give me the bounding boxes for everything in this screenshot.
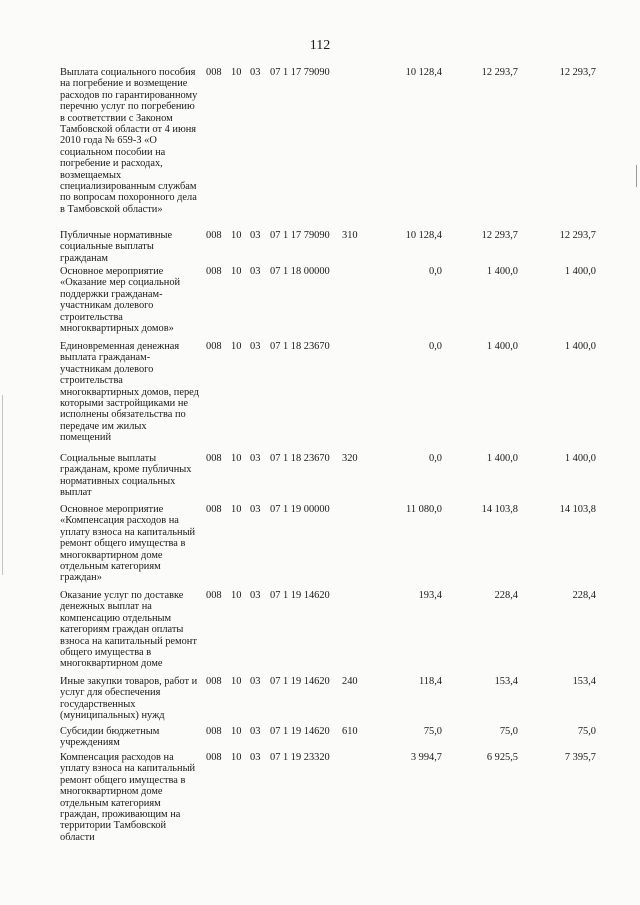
amount-year-1: 0,0 [429,453,442,464]
subsection-code: 03 [250,341,261,352]
ministry-code: 008 [206,504,222,515]
target-article-code: 07 1 19 00000 [270,504,330,515]
row-description: Единовременная денежная выплата гражданам- участникам долевого строительства многоквартирных домов, перед которыми застройщиками не исполнены обязательства по передаче им жилых помещений [60,341,199,444]
amount-year-2: 1 400,0 [486,341,518,352]
subsection-code: 03 [250,230,261,241]
ministry-code: 008 [206,67,222,78]
ministry-code: 008 [206,726,222,737]
section-code: 10 [231,341,242,352]
section-code: 10 [231,230,242,241]
amount-year-1: 75,0 [423,726,442,737]
amount-year-3: 1 400,0 [564,453,596,464]
target-article-code: 07 1 19 23320 [270,752,330,763]
amount-year-2: 12 293,7 [481,67,518,78]
scan-edge-mark [636,165,637,187]
ministry-code: 008 [206,341,222,352]
amount-year-2: 228,4 [494,590,518,601]
subsection-code: 03 [250,67,261,78]
amount-year-1: 3 994,7 [410,752,442,763]
row-description: Выплата социального пособия на погребение и возмещение расходов по гарантированному перечню услуг по погребению в соответствии с Законом Тамбовской области от 4 июня 2010 года № 659-З «О социальном пособии на погребение и расходах, возмещаемых специализированным службам по вопросам похоронного дела в Тамбовской области» [60,67,198,215]
amount-year-2: 1 400,0 [486,266,518,277]
target-article-code: 07 1 17 79090 [270,67,330,78]
expense-type-code: 310 [342,230,358,241]
ministry-code: 008 [206,752,222,763]
section-code: 10 [231,590,242,601]
target-article-code: 07 1 17 79090 [270,230,330,241]
row-description: Субсидии бюджетным учреждениям [60,726,160,749]
amount-year-2: 1 400,0 [486,453,518,464]
ministry-code: 008 [206,266,222,277]
subsection-code: 03 [250,676,261,687]
amount-year-3: 75,0 [577,726,596,737]
section-code: 10 [231,726,242,737]
expense-type-code: 240 [342,676,358,687]
amount-year-1: 193,4 [418,590,442,601]
section-code: 10 [231,266,242,277]
section-code: 10 [231,453,242,464]
amount-year-3: 1 400,0 [564,341,596,352]
amount-year-1: 11 080,0 [406,504,442,515]
ministry-code: 008 [206,676,222,687]
row-description: Публичные нормативные социальные выплаты гражданам [60,230,173,264]
amount-year-1: 0,0 [429,341,442,352]
ministry-code: 008 [206,590,222,601]
ministry-code: 008 [206,453,222,464]
amount-year-3: 12 293,7 [559,230,596,241]
target-article-code: 07 1 18 00000 [270,266,330,277]
row-description: Иные закупки товаров, работ и услуг для обеспечения государственных (муниципальных) нужд [60,676,198,722]
amount-year-3: 12 293,7 [559,67,596,78]
row-description: Компенсация расходов на уплату взноса на капитальный ремонт общего имущества в многоквартирном доме отдельным категориям граждан, проживающим на территории Тамбовской области [60,752,196,843]
subsection-code: 03 [250,752,261,763]
amount-year-3: 153,4 [572,676,596,687]
row-description: Социальные выплаты гражданам, кроме публичных нормативных социальных выплат [60,453,192,499]
target-article-code: 07 1 18 23670 [270,341,330,352]
ministry-code: 008 [206,230,222,241]
section-code: 10 [231,504,242,515]
amount-year-2: 14 103,8 [481,504,518,515]
row-description: Основное мероприятие «Компенсация расходов на уплату взноса на капитальный ремонт общего имущества в многоквартирном доме отдельным категориям граждан» [60,504,196,584]
subsection-code: 03 [250,266,261,277]
target-article-code: 07 1 18 23670 [270,453,330,464]
amount-year-2: 153,4 [494,676,518,687]
row-description: Оказание услуг по доставке денежных выплат на компенсацию отдельным категориям граждан оплаты взноса на капитальный ремонт общего имущества в многоквартирном доме [60,590,197,670]
subsection-code: 03 [250,590,261,601]
subsection-code: 03 [250,504,261,515]
amount-year-1: 10 128,4 [405,230,442,241]
amount-year-3: 7 395,7 [564,752,596,763]
section-code: 10 [231,752,242,763]
amount-year-3: 1 400,0 [564,266,596,277]
section-code: 10 [231,67,242,78]
amount-year-2: 12 293,7 [481,230,518,241]
amount-year-2: 75,0 [499,726,518,737]
amount-year-2: 6 925,5 [486,752,518,763]
expense-type-code: 610 [342,726,358,737]
amount-year-1: 10 128,4 [405,67,442,78]
target-article-code: 07 1 19 14620 [270,726,330,737]
amount-year-1: 0,0 [429,266,442,277]
expense-type-code: 320 [342,453,358,464]
target-article-code: 07 1 19 14620 [270,590,330,601]
scan-edge-mark [2,395,3,575]
subsection-code: 03 [250,726,261,737]
amount-year-1: 118,4 [419,676,442,687]
page-number: 112 [309,38,331,53]
row-description: Основное мероприятие «Оказание мер социальной поддержки гражданам- участникам долевого строительства многоквартирных домов» [60,266,181,335]
amount-year-3: 14 103,8 [559,504,596,515]
section-code: 10 [231,676,242,687]
amount-year-3: 228,4 [572,590,596,601]
subsection-code: 03 [250,453,261,464]
target-article-code: 07 1 19 14620 [270,676,330,687]
